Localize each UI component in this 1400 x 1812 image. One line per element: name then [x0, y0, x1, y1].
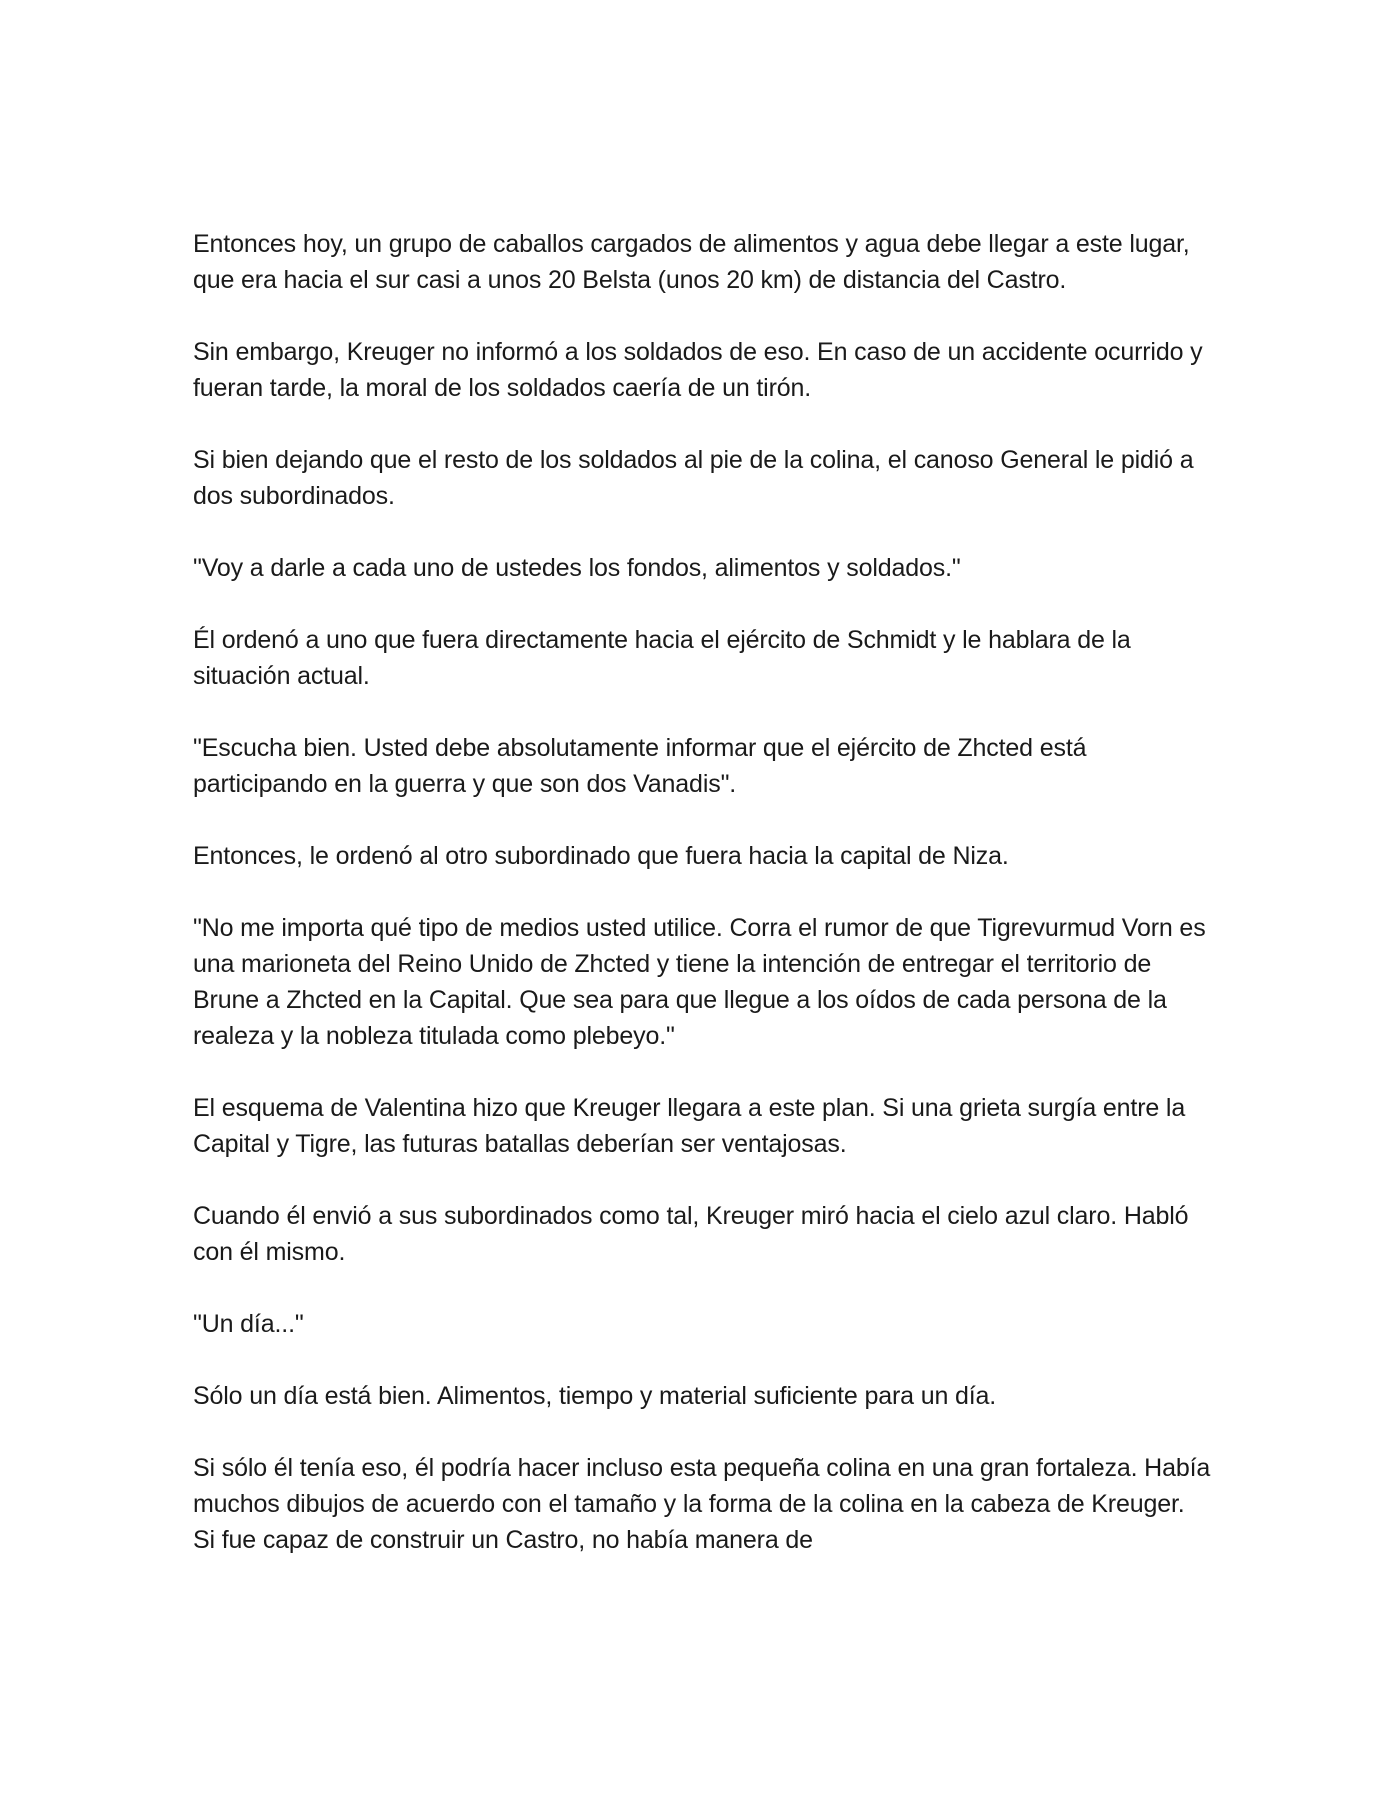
paragraph: "Escucha bien. Usted debe absolutamente informar que el ejército de Zhcted está participando en la guerra y que son dos Vanadis". [193, 734, 1087, 798]
document-body [193, 226, 1213, 1558]
paragraph: "No me importa qué tipo de medios usted utilice. Corra el rumor de que Tigrevurmud Vorn es una marioneta del Reino Unido de Zhcted y tiene la intención de entregar el territorio de Brune a Zhcted en la Capital. Que sea para que llegue a los oídos de cada persona de la realeza y la nobleza titulada como plebeyo." [193, 914, 1206, 1050]
paragraph: "Voy a darle a cada uno de ustedes los fondos, alimentos y soldados." [193, 554, 961, 582]
paragraph: Si bien dejando que el resto de los soldados al pie de la colina, el canoso General le pidió a dos subordinados. [193, 446, 1194, 510]
paragraph: Entonces hoy, un grupo de caballos cargados de alimentos y agua debe llegar a este lugar, que era hacia el sur casi a unos 20 Belsta (unos 20 km) de distancia del Castro. [193, 230, 1190, 294]
paragraph: Sin embargo, Kreuger no informó a los soldados de eso. En caso de un accidente ocurrido y fueran tarde, la moral de los soldados caería de un tirón. [193, 338, 1203, 402]
paragraph: "Un día..." [193, 1310, 304, 1338]
paragraph: Si sólo él tenía eso, él podría hacer incluso esta pequeña colina en una gran fortaleza. Había muchos dibujos de acuerdo con el tamaño y la forma de la colina en la cabeza de Kreuger. Si fue capaz de construir un Castro, no había manera de [193, 1454, 1211, 1554]
paragraph: Cuando él envió a sus subordinados como tal, Kreuger miró hacia el cielo azul claro. Habló con él mismo. [193, 1202, 1189, 1266]
paragraph: Entonces, le ordenó al otro subordinado que fuera hacia la capital de Niza. [193, 842, 1009, 870]
paragraph: El esquema de Valentina hizo que Kreuger llegara a este plan. Si una grieta surgía entre la Capital y Tigre, las futuras batallas deberían ser ventajosas. [193, 1094, 1186, 1158]
paragraph: Sólo un día está bien. Alimentos, tiempo y material suficiente para un día. [193, 1382, 997, 1410]
paragraph: Él ordenó a uno que fuera directamente hacia el ejército de Schmidt y le hablara de la situación actual. [193, 626, 1131, 690]
